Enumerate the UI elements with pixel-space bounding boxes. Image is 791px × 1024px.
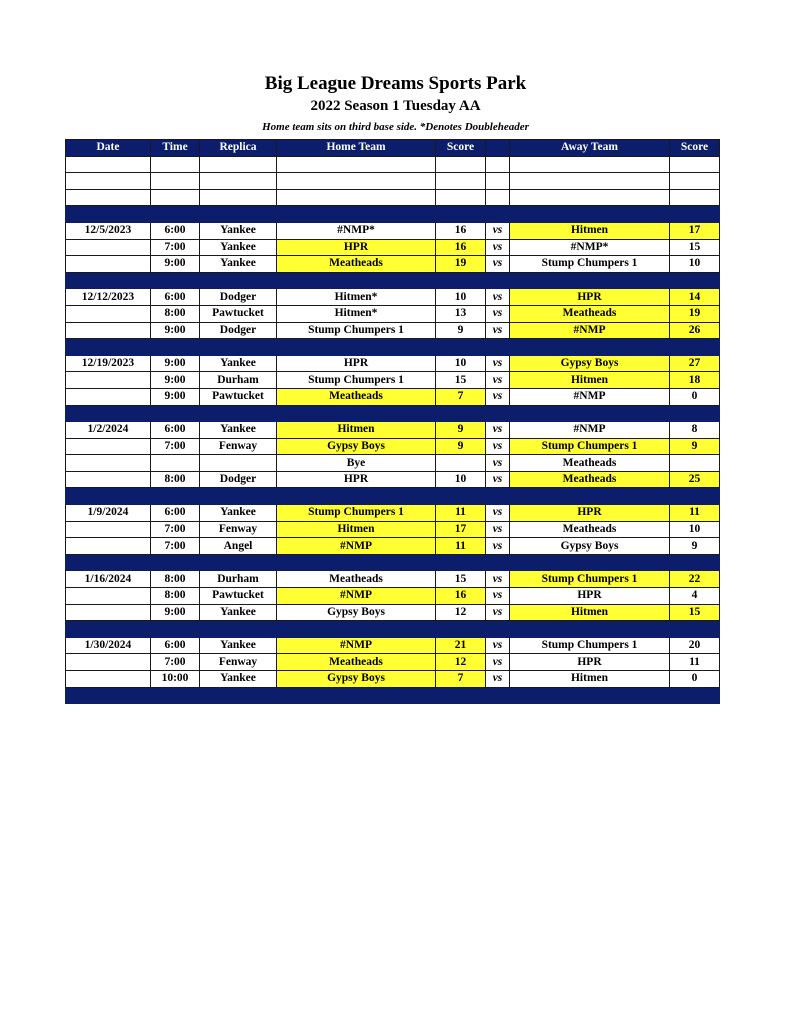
away-score: 11 bbox=[670, 505, 720, 522]
away-score: 10 bbox=[670, 256, 720, 273]
away-score: 25 bbox=[670, 471, 720, 488]
vs-label: vs bbox=[486, 222, 510, 239]
home-score: 16 bbox=[436, 588, 486, 605]
game-replica: Yankee bbox=[200, 239, 277, 256]
game-time: 7:00 bbox=[151, 538, 200, 555]
away-score: 20 bbox=[670, 637, 720, 654]
away-score: 17 bbox=[670, 222, 720, 239]
col-header-date: Date bbox=[66, 140, 151, 157]
game-date bbox=[66, 604, 151, 621]
col-header-time: Time bbox=[151, 140, 200, 157]
game-replica: Angel bbox=[200, 538, 277, 555]
game-row bbox=[66, 521, 720, 538]
vs-label: vs bbox=[486, 239, 510, 256]
page-subtitle: 2022 Season 1 Tuesday AA bbox=[310, 98, 481, 114]
page-title: Big League Dreams Sports Park bbox=[264, 73, 527, 94]
away-team: Gypsy Boys bbox=[510, 355, 670, 372]
home-score: 10 bbox=[436, 355, 486, 372]
away-score: 10 bbox=[670, 521, 720, 538]
home-team: Meatheads bbox=[277, 388, 436, 405]
week-separator-row bbox=[66, 405, 720, 422]
away-score: 22 bbox=[670, 571, 720, 588]
game-row bbox=[66, 637, 720, 654]
home-score: 15 bbox=[436, 571, 486, 588]
home-team: #NMP* bbox=[277, 222, 436, 239]
away-team: HPR bbox=[510, 505, 670, 522]
game-date bbox=[66, 372, 151, 389]
away-score: 9 bbox=[670, 438, 720, 455]
col-header-home-score: Score bbox=[436, 140, 486, 157]
game-time: 6:00 bbox=[151, 289, 200, 306]
game-row bbox=[66, 322, 720, 339]
game-replica: Yankee bbox=[200, 256, 277, 273]
game-row bbox=[66, 471, 720, 488]
away-team: Meatheads bbox=[510, 305, 670, 322]
game-row bbox=[66, 654, 720, 671]
vs-label: vs bbox=[486, 571, 510, 588]
home-team: Stump Chumpers 1 bbox=[277, 372, 436, 389]
vs-label: vs bbox=[486, 372, 510, 389]
game-time: 8:00 bbox=[151, 588, 200, 605]
game-date bbox=[66, 538, 151, 555]
game-replica: Yankee bbox=[200, 222, 277, 239]
game-replica: Fenway bbox=[200, 521, 277, 538]
game-time: 8:00 bbox=[151, 571, 200, 588]
away-team: Stump Chumpers 1 bbox=[510, 571, 670, 588]
game-replica: Durham bbox=[200, 372, 277, 389]
game-replica: Dodger bbox=[200, 289, 277, 306]
game-date: 12/5/2023 bbox=[66, 222, 151, 239]
game-row bbox=[66, 239, 720, 256]
game-replica: Yankee bbox=[200, 422, 277, 439]
week-separator-row bbox=[66, 206, 720, 223]
vs-label: vs bbox=[486, 322, 510, 339]
home-team: #NMP bbox=[277, 538, 436, 555]
col-header-home-team: Home Team bbox=[277, 140, 436, 157]
home-score: 13 bbox=[436, 305, 486, 322]
home-score: 7 bbox=[436, 388, 486, 405]
home-score: 9 bbox=[436, 422, 486, 439]
blank-row bbox=[66, 173, 720, 190]
home-team: Hitmen* bbox=[277, 305, 436, 322]
home-score: 10 bbox=[436, 471, 486, 488]
away-score: 0 bbox=[670, 671, 720, 688]
game-row bbox=[66, 571, 720, 588]
game-date bbox=[66, 588, 151, 605]
blank-row bbox=[66, 189, 720, 206]
game-time: 9:00 bbox=[151, 256, 200, 273]
away-team: Hitmen bbox=[510, 372, 670, 389]
game-row bbox=[66, 538, 720, 555]
game-date: 12/19/2023 bbox=[66, 355, 151, 372]
game-date bbox=[66, 471, 151, 488]
home-team: Meatheads bbox=[277, 571, 436, 588]
home-team: HPR bbox=[277, 355, 436, 372]
home-team: Stump Chumpers 1 bbox=[277, 322, 436, 339]
week-separator-row bbox=[66, 554, 720, 571]
away-team: Meatheads bbox=[510, 471, 670, 488]
game-row bbox=[66, 355, 720, 372]
home-score bbox=[436, 455, 486, 472]
home-score: 7 bbox=[436, 671, 486, 688]
away-score: 15 bbox=[670, 239, 720, 256]
away-score: 19 bbox=[670, 305, 720, 322]
game-time: 8:00 bbox=[151, 471, 200, 488]
vs-label: vs bbox=[486, 256, 510, 273]
game-date: 1/16/2024 bbox=[66, 571, 151, 588]
vs-label: vs bbox=[486, 505, 510, 522]
game-replica: Fenway bbox=[200, 438, 277, 455]
away-score: 26 bbox=[670, 322, 720, 339]
schedule-table bbox=[65, 139, 720, 704]
home-score: 12 bbox=[436, 654, 486, 671]
vs-label: vs bbox=[486, 305, 510, 322]
away-team: Gypsy Boys bbox=[510, 538, 670, 555]
away-score: 4 bbox=[670, 588, 720, 605]
vs-label: vs bbox=[486, 637, 510, 654]
game-date bbox=[66, 256, 151, 273]
home-score: 15 bbox=[436, 372, 486, 389]
home-score: 10 bbox=[436, 289, 486, 306]
game-row bbox=[66, 372, 720, 389]
home-team: Gypsy Boys bbox=[277, 438, 436, 455]
home-team: Hitmen bbox=[277, 521, 436, 538]
game-time: 9:00 bbox=[151, 322, 200, 339]
game-row bbox=[66, 388, 720, 405]
away-score: 27 bbox=[670, 355, 720, 372]
week-separator-row bbox=[66, 687, 720, 704]
game-date bbox=[66, 322, 151, 339]
game-row bbox=[66, 305, 720, 322]
home-score: 9 bbox=[436, 438, 486, 455]
home-team: HPR bbox=[277, 471, 436, 488]
home-team: #NMP bbox=[277, 588, 436, 605]
game-time: 10:00 bbox=[151, 671, 200, 688]
game-replica: Dodger bbox=[200, 322, 277, 339]
game-replica: Pawtucket bbox=[200, 588, 277, 605]
week-separator-row bbox=[66, 339, 720, 356]
game-date bbox=[66, 521, 151, 538]
game-replica: Pawtucket bbox=[200, 305, 277, 322]
home-score: 21 bbox=[436, 637, 486, 654]
game-row bbox=[66, 671, 720, 688]
vs-label: vs bbox=[486, 671, 510, 688]
page-note: Home team sits on third base side. *Denotes Doubleheader bbox=[262, 121, 529, 133]
vs-label: vs bbox=[486, 455, 510, 472]
home-score: 17 bbox=[436, 521, 486, 538]
home-team: Hitmen bbox=[277, 422, 436, 439]
home-score: 16 bbox=[436, 222, 486, 239]
home-team: Meatheads bbox=[277, 256, 436, 273]
week-separator-row bbox=[66, 488, 720, 505]
game-date bbox=[66, 305, 151, 322]
game-row bbox=[66, 222, 720, 239]
home-team: Meatheads bbox=[277, 654, 436, 671]
game-row bbox=[66, 422, 720, 439]
vs-label: vs bbox=[486, 289, 510, 306]
game-replica: Yankee bbox=[200, 604, 277, 621]
game-time: 9:00 bbox=[151, 372, 200, 389]
game-row bbox=[66, 505, 720, 522]
game-date bbox=[66, 438, 151, 455]
vs-label: vs bbox=[486, 355, 510, 372]
game-time: 7:00 bbox=[151, 521, 200, 538]
away-team: #NMP bbox=[510, 322, 670, 339]
week-separator-row bbox=[66, 272, 720, 289]
game-replica bbox=[200, 455, 277, 472]
vs-label: vs bbox=[486, 471, 510, 488]
away-score: 18 bbox=[670, 372, 720, 389]
game-date: 1/30/2024 bbox=[66, 637, 151, 654]
home-score: 19 bbox=[436, 256, 486, 273]
game-replica: Yankee bbox=[200, 671, 277, 688]
home-team: Stump Chumpers 1 bbox=[277, 505, 436, 522]
game-replica: Yankee bbox=[200, 637, 277, 654]
away-team: #NMP* bbox=[510, 239, 670, 256]
away-team: Hitmen bbox=[510, 671, 670, 688]
home-score: 9 bbox=[436, 322, 486, 339]
home-team: Gypsy Boys bbox=[277, 671, 436, 688]
away-team: #NMP bbox=[510, 422, 670, 439]
game-replica: Fenway bbox=[200, 654, 277, 671]
game-time: 6:00 bbox=[151, 422, 200, 439]
away-score bbox=[670, 455, 720, 472]
game-time: 8:00 bbox=[151, 305, 200, 322]
game-row bbox=[66, 455, 720, 472]
home-team: Hitmen* bbox=[277, 289, 436, 306]
away-score: 14 bbox=[670, 289, 720, 306]
game-time: 7:00 bbox=[151, 654, 200, 671]
game-replica: Durham bbox=[200, 571, 277, 588]
away-team: Stump Chumpers 1 bbox=[510, 637, 670, 654]
game-date: 1/9/2024 bbox=[66, 505, 151, 522]
away-team: Meatheads bbox=[510, 455, 670, 472]
away-team: Meatheads bbox=[510, 521, 670, 538]
home-team: Bye bbox=[277, 455, 436, 472]
game-date bbox=[66, 388, 151, 405]
home-score: 16 bbox=[436, 239, 486, 256]
game-time: 6:00 bbox=[151, 505, 200, 522]
vs-label: vs bbox=[486, 588, 510, 605]
home-team: HPR bbox=[277, 239, 436, 256]
col-header-away-score: Score bbox=[670, 140, 720, 157]
vs-label: vs bbox=[486, 422, 510, 439]
vs-label: vs bbox=[486, 604, 510, 621]
game-replica: Dodger bbox=[200, 471, 277, 488]
col-header-vs bbox=[486, 140, 510, 157]
game-date bbox=[66, 455, 151, 472]
header-row bbox=[66, 140, 720, 157]
vs-label: vs bbox=[486, 654, 510, 671]
col-header-away-team: Away Team bbox=[510, 140, 670, 157]
game-time bbox=[151, 455, 200, 472]
game-time: 9:00 bbox=[151, 604, 200, 621]
away-score: 11 bbox=[670, 654, 720, 671]
home-score: 11 bbox=[436, 538, 486, 555]
away-team: Hitmen bbox=[510, 604, 670, 621]
away-score: 9 bbox=[670, 538, 720, 555]
game-date: 1/2/2024 bbox=[66, 422, 151, 439]
away-team: Stump Chumpers 1 bbox=[510, 256, 670, 273]
vs-label: vs bbox=[486, 438, 510, 455]
game-date bbox=[66, 671, 151, 688]
schedule-body bbox=[66, 156, 720, 704]
game-time: 6:00 bbox=[151, 222, 200, 239]
vs-label: vs bbox=[486, 538, 510, 555]
game-row bbox=[66, 438, 720, 455]
away-score: 8 bbox=[670, 422, 720, 439]
vs-label: vs bbox=[486, 388, 510, 405]
blank-row bbox=[66, 156, 720, 173]
game-time: 9:00 bbox=[151, 388, 200, 405]
game-date bbox=[66, 654, 151, 671]
away-team: #NMP bbox=[510, 388, 670, 405]
away-team: HPR bbox=[510, 588, 670, 605]
away-score: 0 bbox=[670, 388, 720, 405]
away-score: 15 bbox=[670, 604, 720, 621]
week-separator-row bbox=[66, 621, 720, 638]
game-time: 7:00 bbox=[151, 438, 200, 455]
home-score: 11 bbox=[436, 505, 486, 522]
game-replica: Pawtucket bbox=[200, 388, 277, 405]
game-row bbox=[66, 604, 720, 621]
game-row bbox=[66, 289, 720, 306]
game-replica: Yankee bbox=[200, 505, 277, 522]
game-time: 9:00 bbox=[151, 355, 200, 372]
game-time: 6:00 bbox=[151, 637, 200, 654]
home-score: 12 bbox=[436, 604, 486, 621]
game-replica: Yankee bbox=[200, 355, 277, 372]
away-team: Stump Chumpers 1 bbox=[510, 438, 670, 455]
game-date bbox=[66, 239, 151, 256]
game-row bbox=[66, 588, 720, 605]
game-time: 7:00 bbox=[151, 239, 200, 256]
game-date: 12/12/2023 bbox=[66, 289, 151, 306]
away-team: HPR bbox=[510, 289, 670, 306]
vs-label: vs bbox=[486, 521, 510, 538]
home-team: Gypsy Boys bbox=[277, 604, 436, 621]
home-team: #NMP bbox=[277, 637, 436, 654]
game-row bbox=[66, 256, 720, 273]
away-team: HPR bbox=[510, 654, 670, 671]
away-team: Hitmen bbox=[510, 222, 670, 239]
col-header-replica: Replica bbox=[200, 140, 277, 157]
